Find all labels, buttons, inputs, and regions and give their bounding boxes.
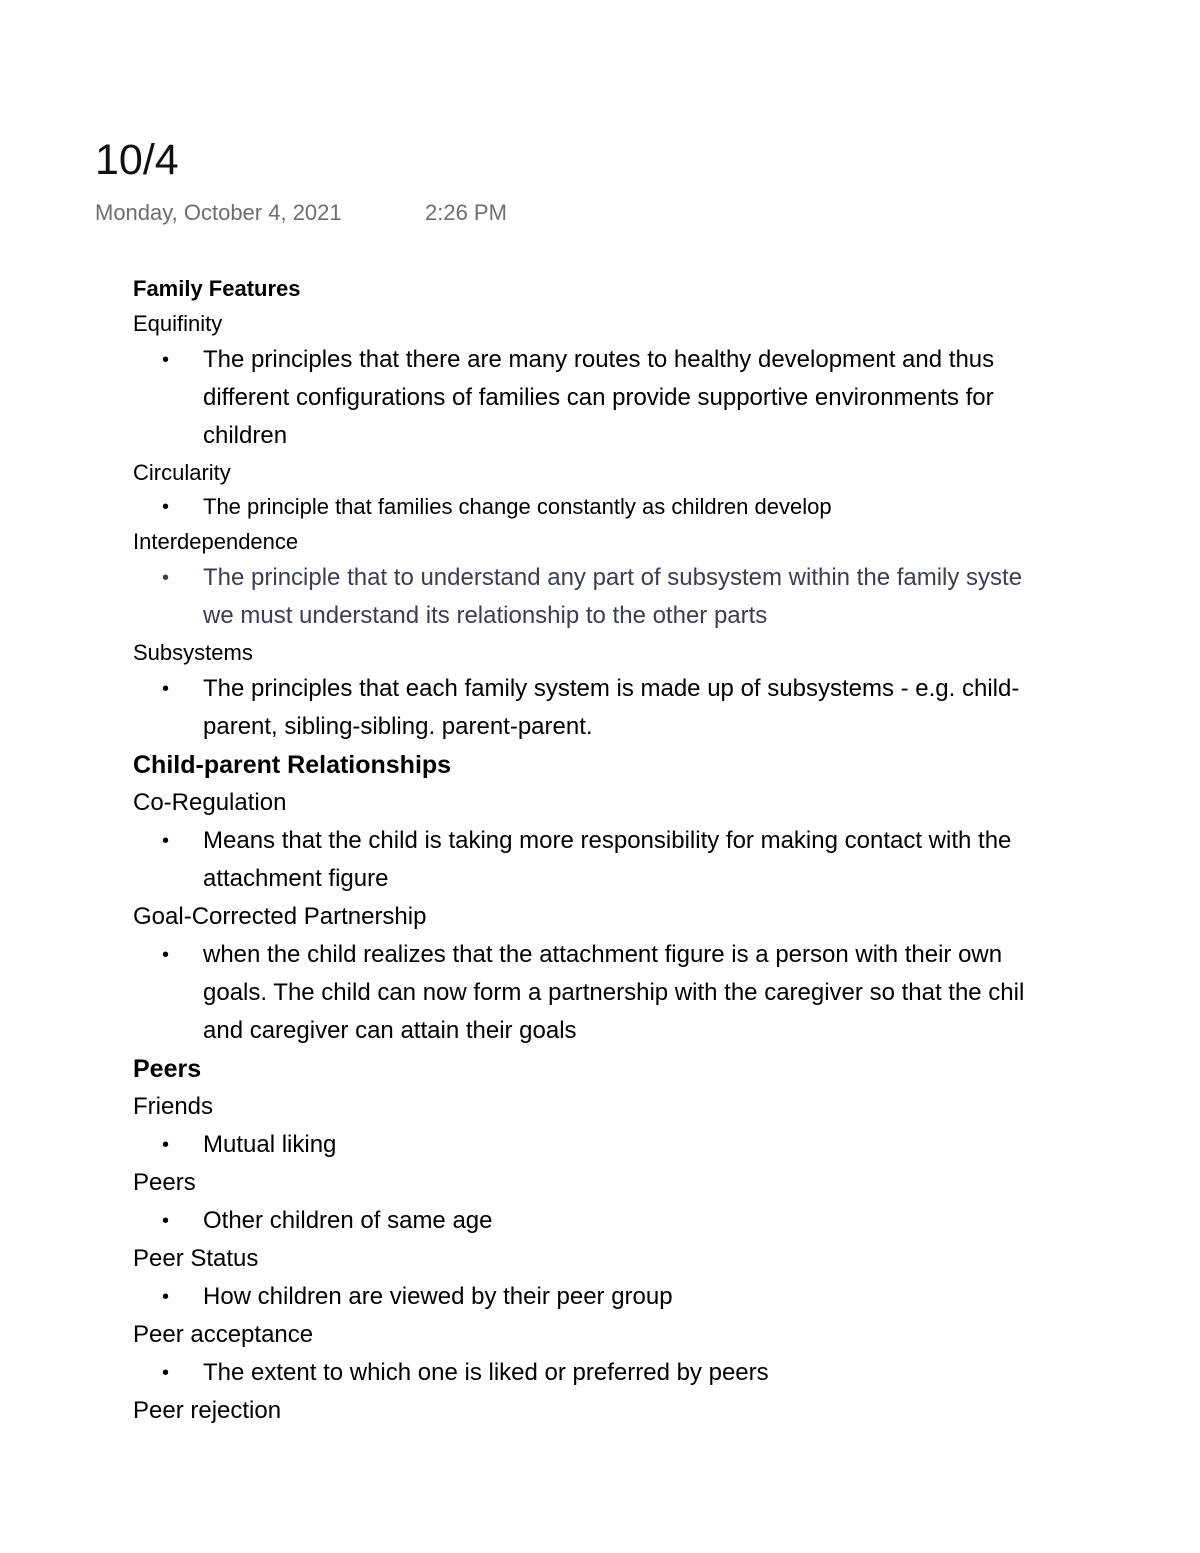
bullet-text: The principle that to understand any part of subsystem within the family syste (203, 564, 1023, 591)
term-friends: Friends (133, 1093, 214, 1120)
bullet-icon: • (162, 1210, 170, 1232)
bullet-item (133, 1278, 1200, 1316)
bullet-text: Other children of same age (203, 1207, 493, 1234)
term-peer-rejection: Peer rejection (133, 1397, 282, 1424)
bullet-text: The principles that there are many routes to healthy development and thus (203, 346, 995, 373)
note-meta (95, 200, 507, 226)
term-peers: Peers (133, 1169, 196, 1196)
bullet-text: goals. The child can now form a partnership with the caregiver so that the chil (203, 979, 1025, 1006)
section-heading-child-parent-relationships: Child-parent Relationships (133, 751, 452, 779)
bullet-icon: • (162, 567, 170, 589)
bullet-text: parent, sibling-sibling. parent-parent. (203, 713, 593, 740)
bullet-text: and caregiver can attain their goals (203, 1017, 577, 1044)
bullet-text: Mutual liking (203, 1131, 337, 1158)
section-heading-peers: Peers (133, 1055, 202, 1083)
bullet-icon: • (162, 349, 170, 371)
term-peer-acceptance: Peer acceptance (133, 1321, 314, 1348)
bullet-item (133, 822, 1200, 898)
bullet-text: The principle that families change constantly as children develop (203, 494, 832, 519)
bullet-item (133, 1126, 1200, 1164)
bullet-icon: • (162, 678, 170, 700)
bullet-text: How children are viewed by their peer group (203, 1283, 673, 1310)
bullet-item (133, 936, 1200, 1050)
bullet-icon: • (162, 830, 170, 852)
bullet-text: different configurations of families can provide supportive environments for (203, 384, 994, 411)
bullet-icon: • (162, 1134, 170, 1156)
note-time: 2:26 PM (425, 200, 507, 225)
bullet-item (133, 341, 1200, 455)
bullet-text: attachment figure (203, 865, 389, 892)
bullet-text: when the child realizes that the attachment figure is a person with their own (203, 941, 1003, 968)
bullet-item (133, 490, 1200, 524)
term-subsystems: Subsystems (133, 640, 253, 665)
bullet-item (133, 559, 1200, 635)
page-title: 10/4 (95, 136, 179, 184)
bullet-icon: • (162, 1362, 170, 1384)
note-date: Monday, October 4, 2021 (95, 200, 342, 225)
term-interdependence: Interdependence (133, 529, 299, 554)
term-goal-corrected-partnership: Goal-Corrected Partnership (133, 903, 427, 930)
section-heading-family-features: Family Features (133, 276, 301, 301)
term-equifinity: Equifinity (133, 311, 223, 336)
bullet-text: The principles that each family system is made up of subsystems - e.g. child- (203, 675, 1020, 702)
bullet-text: we must understand its relationship to the other parts (203, 602, 768, 629)
bullet-text: Means that the child is taking more responsibility for making contact with the (203, 827, 1012, 854)
bullet-icon: • (162, 1286, 170, 1308)
term-circularity: Circularity (133, 460, 231, 485)
bullet-text: children (203, 422, 288, 449)
term-peer-status: Peer Status (133, 1245, 259, 1272)
bullet-item (133, 1202, 1200, 1240)
term-co-regulation: Co-Regulation (133, 789, 287, 816)
note-content (133, 272, 1200, 1430)
bullet-item (133, 1354, 1200, 1392)
bullet-item (133, 670, 1200, 746)
bullet-icon: • (162, 496, 170, 518)
bullet-text: The extent to which one is liked or preferred by peers (203, 1359, 769, 1386)
bullet-icon: • (162, 944, 170, 966)
